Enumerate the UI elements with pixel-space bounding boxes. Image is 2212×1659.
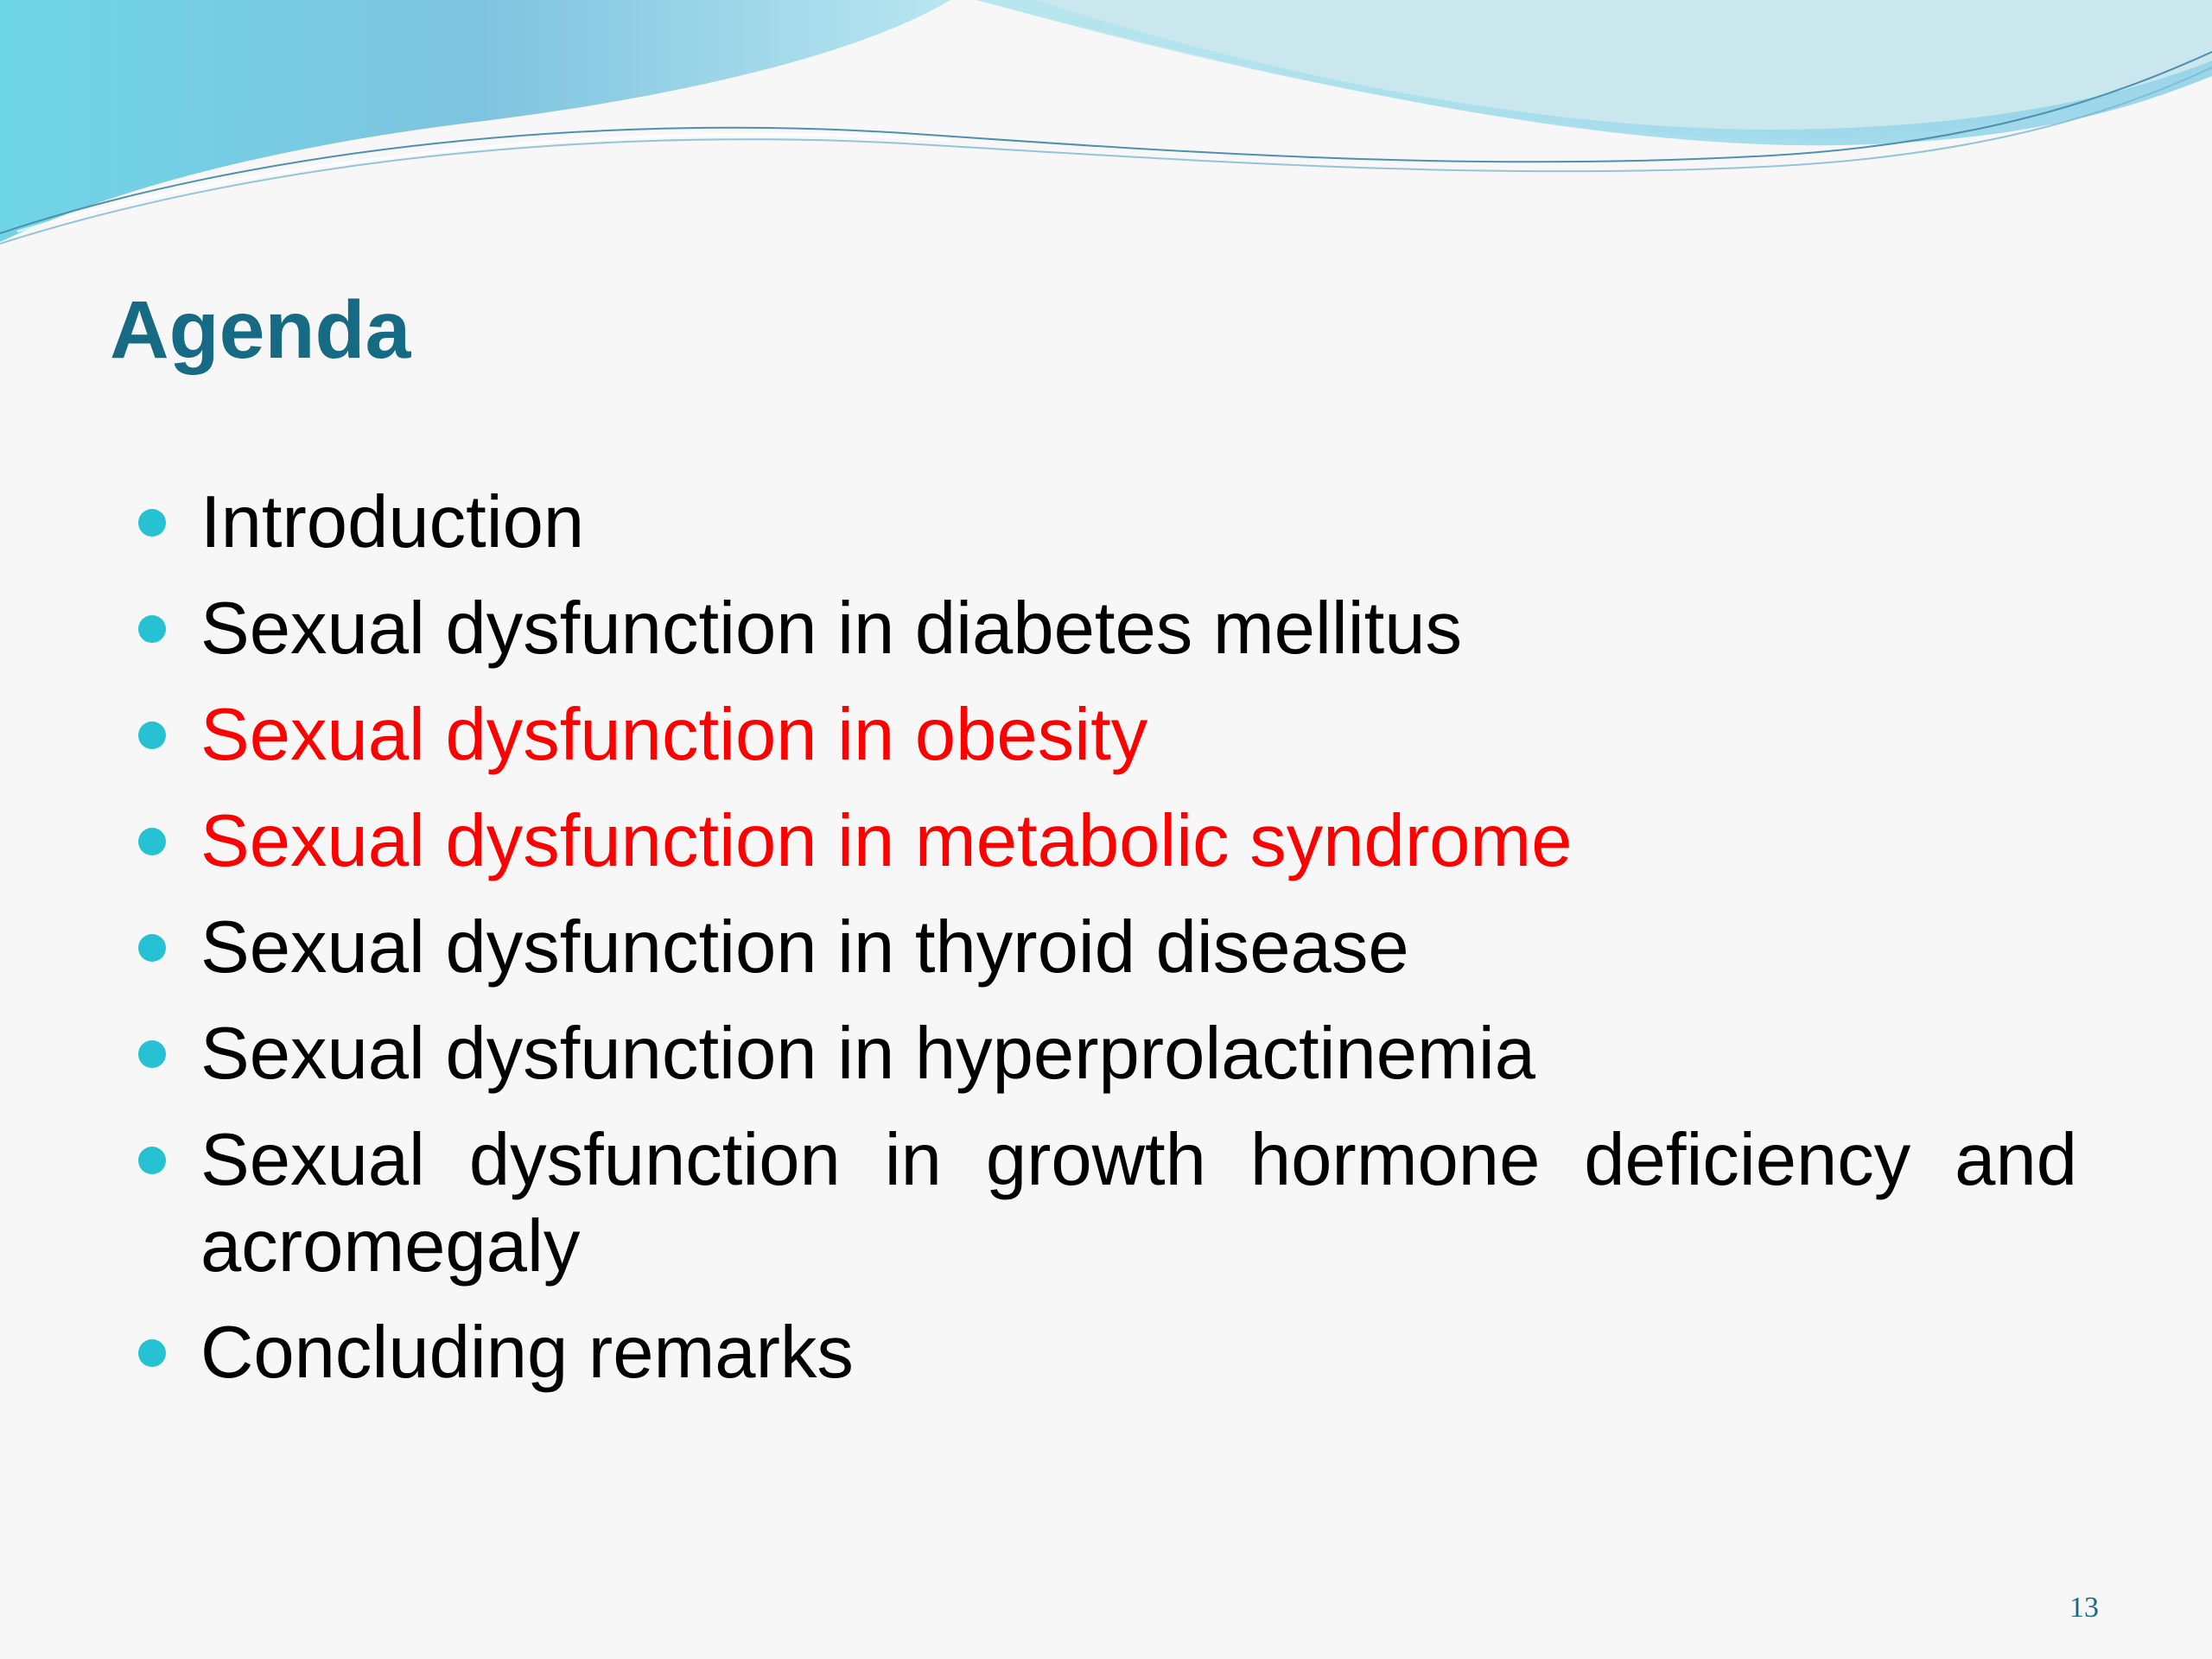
agenda-item-text: Sexual dysfunction in diabetes mellitus — [200, 588, 1462, 670]
page-number: 13 — [2069, 1592, 2099, 1624]
agenda-item-text: Sexual dysfunction in growth hormone deficiency and acromegaly — [200, 1119, 2077, 1287]
agenda-item-text: Introduction — [200, 481, 585, 563]
agenda-list — [138, 480, 2077, 1416]
bullet-icon — [138, 1339, 166, 1367]
agenda-item-text: Sexual dysfunction in thyroid disease — [200, 906, 1409, 988]
bullet-icon — [138, 615, 166, 643]
agenda-item-metabolic-syndrome — [138, 798, 2077, 885]
bullet-icon — [138, 828, 166, 855]
agenda-item-thyroid — [138, 905, 2077, 991]
agenda-item-text: Sexual dysfunction in hyperprolactinemia — [200, 1013, 1536, 1095]
agenda-item-text: Concluding remarks — [200, 1312, 854, 1394]
slide-title: Agenda — [110, 284, 411, 376]
agenda-item-diabetes — [138, 586, 2077, 672]
agenda-item-concluding-remarks — [138, 1310, 2077, 1396]
bullet-icon — [138, 1147, 166, 1174]
agenda-item-text: Sexual dysfunction in metabolic syndrome — [200, 800, 1573, 882]
agenda-item-obesity — [138, 692, 2077, 779]
agenda-item-growth-hormone — [138, 1117, 2077, 1290]
wave-header-decoration — [0, 0, 2212, 259]
agenda-item-hyperprolactinemia — [138, 1011, 2077, 1097]
agenda-item-introduction — [138, 480, 2077, 566]
bullet-icon — [138, 721, 166, 749]
agenda-item-text: Sexual dysfunction in obesity — [200, 694, 1148, 776]
bullet-icon — [138, 509, 166, 537]
bullet-icon — [138, 934, 166, 962]
bullet-icon — [138, 1040, 166, 1068]
